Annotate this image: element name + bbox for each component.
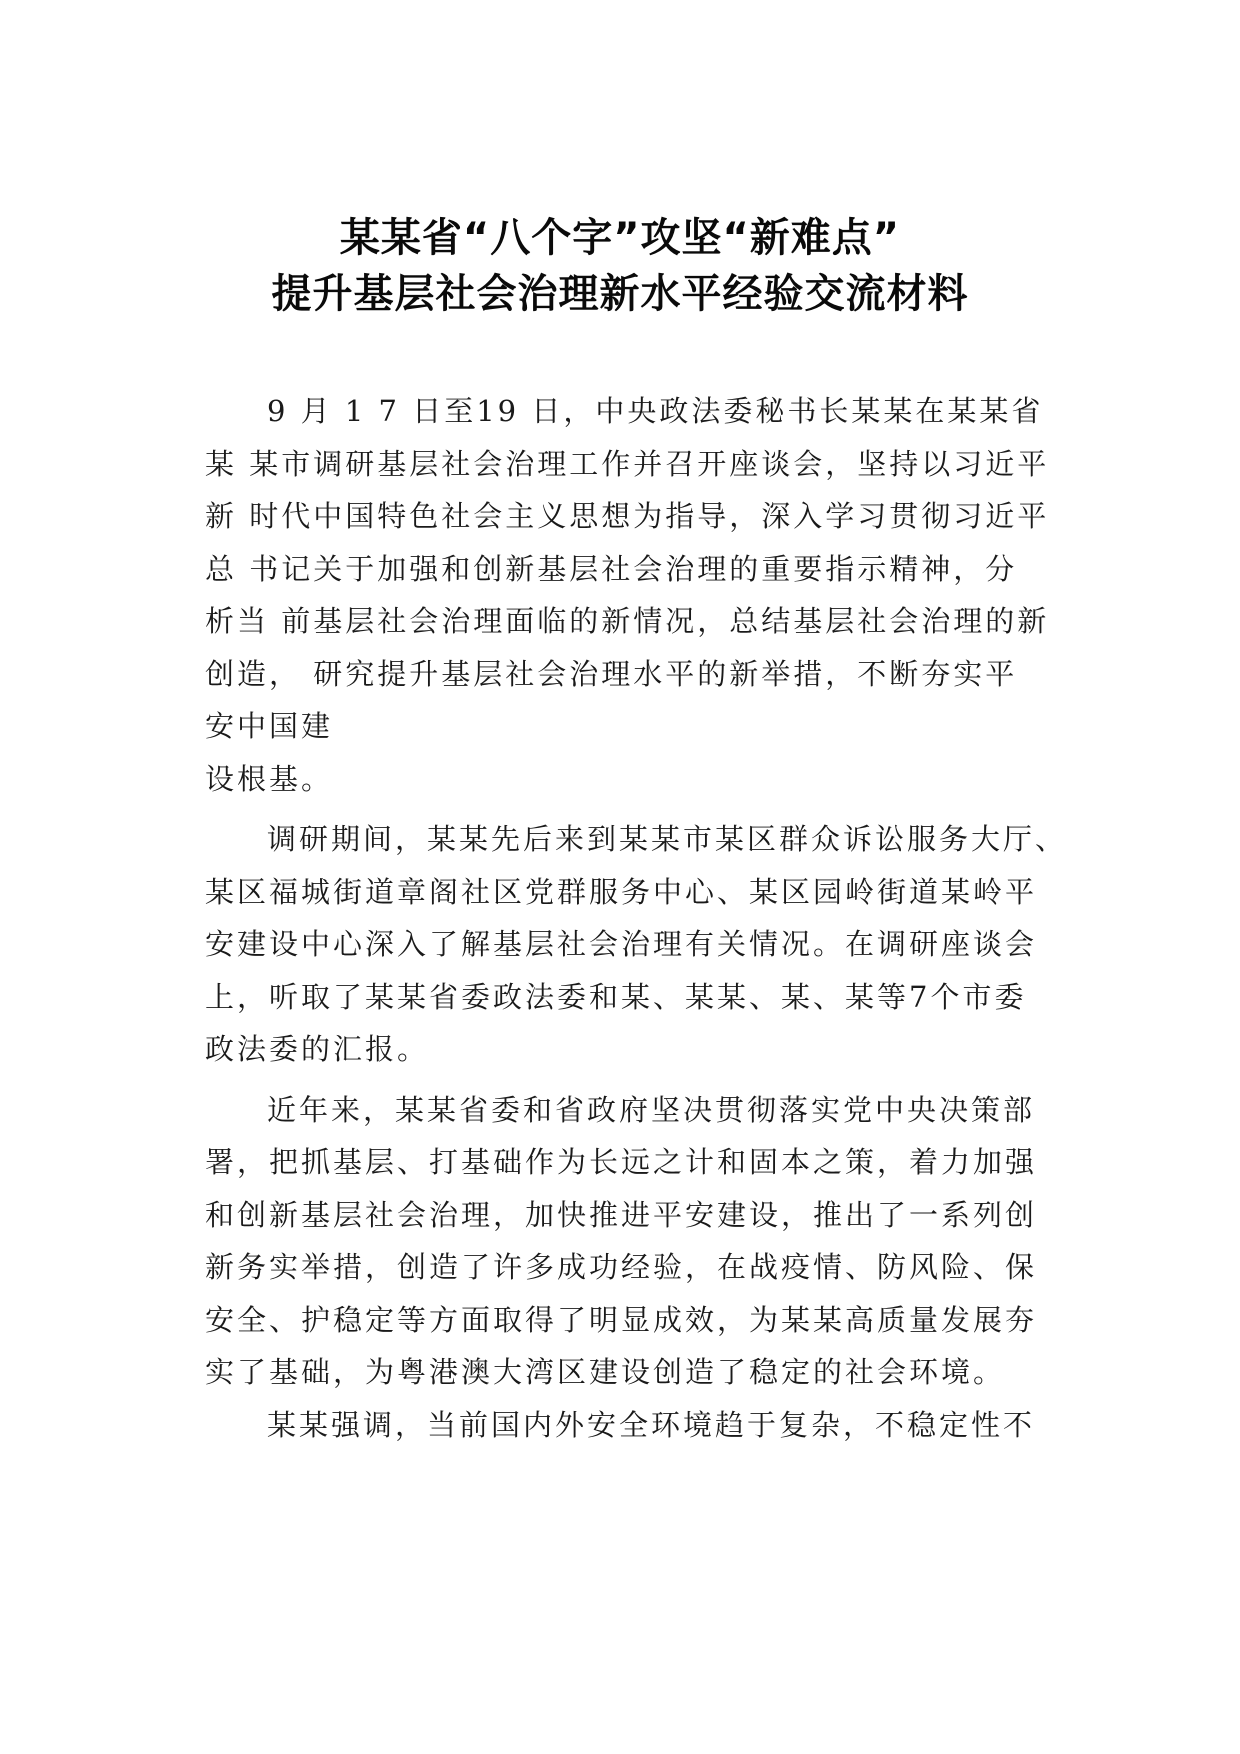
- paragraph-spacer: [205, 805, 1085, 813]
- paragraph-line: 析当 前基层社会治理面临的新情况，总结基层社会治理的新: [205, 604, 1050, 638]
- paragraph-line: 调研期间，某某先后来到某某市某区群众诉讼服务大厅、: [267, 822, 1068, 856]
- paragraph-line: 某某强调，当前国内外安全环境趋于复杂，不稳定性不: [267, 1407, 1036, 1442]
- paragraph-line: 安全、护稳定等方面取得了明显成效，为某某高质量发展夯: [205, 1302, 1038, 1337]
- title-line-1: 某某省“八个字”攻坚“新难点”: [339, 215, 901, 261]
- document-body: [205, 385, 1085, 1451]
- paragraph-line: 新 时代中国特色社会主义思想为指导，深入学习贯彻习近平: [205, 499, 1050, 533]
- title-line-2: 提升基层社会治理新水平经验交流材料: [271, 271, 969, 317]
- paragraph-line: 近年来，某某省委和省政府坚决贯彻落实党中央决策部: [267, 1092, 1036, 1127]
- paragraph-4: [205, 1399, 1085, 1452]
- paragraph-line: 实了基础，为粤港澳大湾区建设创造了稳定的社会环境。: [205, 1355, 1006, 1389]
- paragraph-line: 某区福城街道章阁社区党群服务中心、某区园岭街道某岭平: [205, 874, 1038, 909]
- paragraph-line: 设根基。: [205, 761, 334, 796]
- paragraph-3: [205, 1084, 1085, 1399]
- paragraph-line: 创造， 研究提升基层社会治理水平的新举措，不断夯实平: [205, 656, 1018, 691]
- paragraph-2: [205, 813, 1085, 1076]
- paragraph-line: 安中国建: [205, 709, 334, 743]
- paragraph-line: 9 月 1 7 日至19 日，中央政法委秘书长某某在某某省: [267, 394, 1044, 428]
- paragraph-spacer: [205, 1076, 1085, 1084]
- paragraph-line: 某 某市调研基层社会治理工作并召开座谈会，坚持以习近平: [205, 446, 1050, 481]
- paragraph-line: 上，听取了某某省委政法委和某、某某、某、某等7个市委: [205, 979, 1027, 1014]
- paragraph-line: 政法委的汇报。: [205, 1032, 430, 1066]
- paragraph-line: 总 书记关于加强和创新基层社会治理的重要指示精神，分: [205, 551, 1018, 586]
- paragraph-1: [205, 385, 1085, 805]
- document-title: [150, 210, 1090, 322]
- paragraph-line: 新务实举措，创造了许多成功经验，在战疫情、防风险、保: [205, 1250, 1038, 1284]
- paragraph-line: 和创新基层社会治理，加快推进平安建设，推出了一系列创: [205, 1197, 1038, 1232]
- paragraph-line: 安建设中心深入了解基层社会治理有关情况。在调研座谈会: [205, 927, 1038, 961]
- paragraph-line: 署，把抓基层、打基础作为长远之计和固本之策，着力加强: [205, 1145, 1038, 1179]
